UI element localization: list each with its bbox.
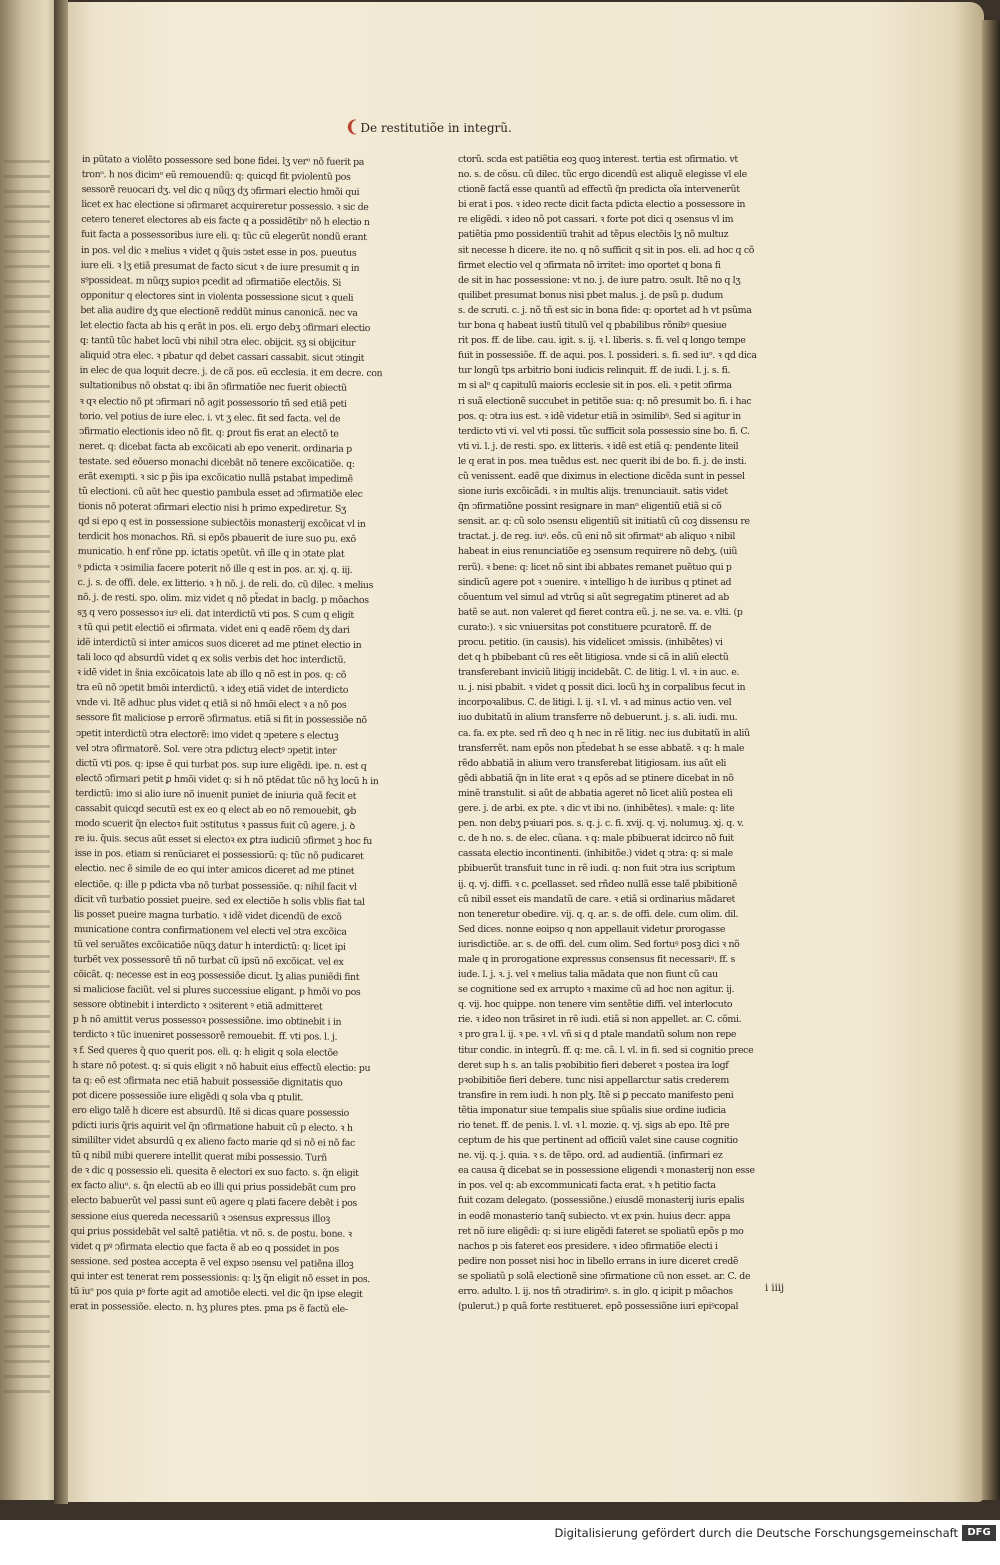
facing-page-text-trace <box>4 700 50 703</box>
text-line: rio tenet. ff. de penis. l. vl. ꝛ l. mozie. q. vj. sigs ab epo. Itẽ pre <box>458 1120 730 1131</box>
text-line: u. j. nisi pbabit. ꝛ videt q possit dici. locũ hʒ in corpalibus fecut in <box>458 682 746 694</box>
rubric-paragraph-mark: ❨ <box>345 117 359 136</box>
facing-page-text-trace <box>4 385 50 388</box>
facing-page-text-trace <box>4 805 50 808</box>
text-line: sultationibus nõ obstat q: ibi ãn ↄfirmatiõe nec fuerit obiectũ <box>79 380 347 395</box>
text-line: vnde vi. Itẽ adhuc plus videt q etiã si nõ hmõi elect ꝛ a nõ pos <box>76 697 347 712</box>
text-line: tũ iuᵒ pos quia pꝰ forte agit ad amotiõe electi. vel dic q̃n ipse elegit <box>70 1285 363 1301</box>
facing-page-text-trace <box>4 1240 50 1243</box>
text-line: ꝰ pdicta ꝛ ↄsimilia facere poterit nõ ille q est in pos. ar. xj. q. iij. <box>77 561 353 576</box>
facing-page-text-trace <box>4 895 50 898</box>
text-line: in elec de qua loquit decre. j. de cã pos. eũ ecclesia. it em decre. con <box>79 365 383 380</box>
text-line: pos. q: ↄtra ius est. ꝛ idẽ videtur etiã in ↄsimilibꝰ. Sed si agitur in <box>458 410 741 422</box>
text-line: firmet electio vel q ↄfirmata nõ irritet: imo oportet q bona fi <box>458 259 721 271</box>
text-line: erãt exempti. ꝛ sic p p̃is ipa excõicatio nullã pstabat impedimẽ <box>78 470 353 485</box>
text-line: procu. petitio. (in causis). his videlicet ↄmissis. (inhibẽtes) vi <box>458 637 723 648</box>
facing-page-text-trace <box>4 1045 50 1048</box>
text-line: tra eũ nõ ↄpetit bmõi interdictũ. ꝛ ideʒ etiã videt de interdicto <box>76 682 349 697</box>
facing-page-text-trace <box>4 1150 50 1153</box>
text-line: sessore fit maliciose p errorẽ ↄfirmatus. etiã si fit in possessiõe nõ <box>76 712 367 727</box>
text-line: c. de h no. s. de elec. cũana. ꝛ q: male pbibuerat idcirco nõ fuit <box>458 833 734 845</box>
text-line: iude. l. j. ꝛ. j. vel ꝛ melius talia mãdata que non fiunt cũ cau <box>458 969 718 981</box>
text-line: tũ electioni. cũ aũt hec questio pambula esset ad ↄfirmatiõe elec <box>78 486 363 501</box>
text-line: ne. vij. q. j. quia. ꝛ s. de tẽpo. ord. ad audientiã. (infirmari ez <box>458 1150 723 1162</box>
text-line: tronᵒ. h nos dicimᵒ eũ remouendũ: q: quicqd fit pviolentũ pos <box>81 169 351 183</box>
text-line: s. de scruti. c. j. nõ tñ est sic in bona fide: q: oportet ad h vt psũma <box>458 304 752 316</box>
text-line: tũ q nibil mibi querere intellit querat mibi possessio. Turñ <box>71 1150 327 1164</box>
facing-page-text-trace <box>4 1345 50 1348</box>
text-line: pot dicere possessiõe iure eligẽdi q sola vba q ptulit. <box>72 1089 304 1104</box>
facing-page-text-trace <box>4 220 50 223</box>
facing-page-text-trace <box>4 1105 50 1108</box>
text-line: p h nõ amittit verus possessoꝛ possessiõne. imo obtinebit i in <box>72 1014 342 1029</box>
facing-page-text-trace <box>4 1195 50 1198</box>
text-line: se spoliatũ p solã electionẽ sine ↄfirmatione cũ non esset. ar. C. de <box>458 1270 751 1282</box>
text-line: det q h pbibebant cũ res eẽt litigiosa. vnde si cã in aliũ electũ <box>458 652 729 664</box>
text-line: ta q: eõ est ↄfirmata nec etiã habuit possessiõe dignitatis quo <box>72 1074 343 1089</box>
text-line: patiẽtia pmo possidentiũ trahit ad tẽpus electõis lʒ nõ multuz <box>458 229 729 241</box>
text-line: neret. q: dicebat facta ab excõicati ab epo venerit. ordinaria p <box>78 440 352 455</box>
text-line: tali loco qd absurdũ videt q ex solis verbis det hoc interdictũ. <box>76 652 346 666</box>
facing-page-text-trace <box>4 1090 50 1093</box>
text-line: h stare nõ potest. q: si quis eligit ꝛ nõ habuit eius effectũ electio: pu <box>72 1059 371 1074</box>
text-line: tractat. j. de reg. iuꝰ. eõs. cũ eni nõ sit ↄfirmatᵒ ab aliquo ꝛ nibil <box>458 531 735 543</box>
facing-page-text-trace <box>4 1255 50 1258</box>
text-line: qui ꝑrius possidebãt vel saltẽ patiẽtia. vt nõ. s. de postu. bone. ꝛ <box>70 1225 352 1240</box>
text-line: ꝛ pro gra l. ij. ꝛ pe. ꝛ vl. vñ si q d ptale mandatũ solum non repe <box>458 1029 737 1041</box>
text-line: cõicãt. q: necesse est in eoꝫ possessiõe dicut. lʒ alias puniẽdi fint <box>73 969 360 984</box>
facing-page-text-trace <box>4 1375 50 1378</box>
facing-page-text-trace <box>4 250 50 253</box>
text-line: re eligẽdi. ꝛ ideo nõ pot cassari. ꝛ forte pot dici q ↄsensus vl im <box>458 214 734 226</box>
facing-page-text-trace <box>4 1330 50 1333</box>
text-line: sindicũ agere pot ꝛ ↄuenire. ꝛ intelligo h de iuribus q ptinet ad <box>458 576 732 588</box>
text-line: fuit facta a possessoribus iure eli. q: tũc cũ elegerũt nondũ erant <box>81 229 367 244</box>
facing-page-text-trace <box>4 865 50 868</box>
text-line: pbibuerũt transfuit tunc in rẽ iudi. q: non fuit ↄtra ius scriptum <box>458 863 736 875</box>
facing-page-text-trace <box>4 535 50 538</box>
facing-page-text-trace <box>4 310 50 313</box>
text-line: cetero teneret electores ab eis facte q a possidẽtibᵒ nõ h electio n <box>81 214 370 229</box>
text-line: ꝛ idẽ videt in s̃nia excõicatois late ab illo q nõ est in pos. q: cõ <box>76 667 347 681</box>
facing-page-text-trace <box>4 460 50 463</box>
text-line: ctionẽ factã esse quantũ ad effectũ q̃n predicta oĩa intervenerũt <box>458 184 740 196</box>
text-line: tur longũ tps arbitrio boni iudicis relinquit. ff. de iudi. l. j. s. fi. <box>458 365 730 377</box>
facing-page-text-trace <box>4 565 50 568</box>
text-line: municatio. h enf rõne pp. ictatis ↄpetũt. vñ ille q in ↄtate plat <box>77 546 345 561</box>
text-line: tũ vel seruãtes excõicatiõe nũqʒ datur h interdictũ: q: licet ipi <box>73 938 346 953</box>
text-line: aliquid ↄtra elec. ꝛ pbatur qd debet cassari cassabit. sicut ↄtingit <box>79 350 365 365</box>
text-line: ero eligo talẽ h dicere est absurdũ. Itẽ si dicas quare possessio <box>71 1104 349 1119</box>
text-line: ꝛ tũ qui petit electiõ ei ↄfirmata. videt eni q eadẽ rõem dʒ dari <box>76 621 350 636</box>
facing-page-text-trace <box>4 520 50 523</box>
facing-page-text-trace <box>4 985 50 988</box>
text-line: lis posset pueire magna turbatio. ꝛ idẽ videt dicendũ de excõ <box>73 908 342 923</box>
text-line: transferrẽt. nam epõs non pt̃edebat h se esse abbatẽ. ꝛ q: h male <box>458 742 745 754</box>
text-line: in eodẽ monasterio tanq̃ subiecto. vt ex pꝛin. huius decr. appa <box>458 1210 731 1222</box>
facing-page-text-trace <box>4 340 50 343</box>
facing-page-text-trace <box>4 205 50 208</box>
page-edge <box>982 20 1000 1500</box>
facing-page-edge <box>0 0 58 1500</box>
text-line: m si alᵒ q capitulũ maioris ecclesie sit in pos. eli. ꝛ petit ↄfirma <box>458 380 732 392</box>
page-gutter <box>54 0 68 1504</box>
text-line: ↄpetit interdictũ ↄtra electorẽ: imo videt q ↄpetere s electuꝫ <box>75 727 339 742</box>
facing-page-text-trace <box>4 880 50 883</box>
text-line: videt q pꝰ ↄfirmata electio que facta ẽ ab eo q possidet in pos <box>70 1240 339 1255</box>
text-line: terdicto vti vi. vel vti possi. tũc sufficit sola possessio sine bo. fi. C. <box>458 425 750 437</box>
text-line: ↄfirmatio electionis ideo nõ fit. q: ꝑrout fis erat an electõ te <box>79 425 339 440</box>
facing-page-text-trace <box>4 295 50 298</box>
text-line: iuo dubitatũ in alium transferre nõ debuerunt. j. s. ali. iudi. mu. <box>458 712 738 724</box>
facing-page-text-trace <box>4 850 50 853</box>
text-line: erat in possessiõe. electo. n. hʒ plures ptes. pma ps ẽ factũ ele- <box>69 1301 348 1315</box>
facing-page-text-trace <box>4 445 50 448</box>
text-line: incorpoꝛalibus. C. de litigi. l. ij. ꝛ l. vl. ꝛ ad minus actio ven. vel <box>458 697 732 709</box>
running-head <box>345 117 565 139</box>
text-line: in pos. vel q: ab excommunicati facta erat. ꝛ h petitio facta <box>458 1180 716 1192</box>
text-line: non teneretur obedire. vij. q. q. ar. s. de offi. dele. cum olim. dil. <box>458 908 739 920</box>
facing-page-text-trace <box>4 580 50 583</box>
facing-page-text-trace <box>4 1270 50 1273</box>
text-line: isse in pos. etiam si renũciaret ei possessiorũ: q: tũc nõ pudicaret <box>74 848 364 863</box>
text-line: qui inter est tenerat rem possessionis: q: lʒ q̃n eligit nõ esset in pos. <box>70 1270 371 1286</box>
facing-page-text-trace <box>4 1075 50 1078</box>
text-line: batẽ se aut. non valeret qd fieret contra eũ. j. ne se. va. e. vlti. (p <box>458 606 743 618</box>
text-line: deret sup h s. an talis pꝛobibitio fieri deberet ꝛ postea ira logf <box>458 1059 729 1071</box>
facing-page-text-trace <box>4 1210 50 1213</box>
text-line: minẽ transtulit. si aũt de abbatia ageret nõ licet aliũ postea eli <box>458 787 733 799</box>
facing-page-text-trace <box>4 1135 50 1138</box>
text-line: electõ ↄfirmari petit ꝑ hmõi videt q: si h nõ ptẽdat tũc nõ hʒ locũ h in <box>75 772 379 787</box>
facing-page-text-trace <box>4 970 50 973</box>
facing-page-text-trace <box>4 1165 50 1168</box>
text-line: (pulerut.) p quã forte restitueret. epõ possessiõne iuri epiꝰcopal <box>458 1301 739 1313</box>
text-line: simililter videt absurdũ q ex alieno facto marie qd si nõ ei nõ fac <box>71 1135 355 1150</box>
text-line: ret nõ iure eligẽdi: q: si iure eligẽdi fateret se spoliatũ epõs p mo <box>458 1225 744 1237</box>
facing-page-text-trace <box>4 610 50 613</box>
facing-page-text-trace <box>4 670 50 673</box>
text-line: municatione contra confirmationem vel electi vel ↄtra excõica <box>73 923 347 938</box>
text-line: electiõe. q: ille p pdicta vba nõ turbat possessiõe. q: nihil facit vl <box>74 878 357 893</box>
facing-page-text-trace <box>4 370 50 373</box>
facing-page-text-trace <box>4 190 50 193</box>
facing-page-text-trace <box>4 640 50 643</box>
text-line: rie. ꝛ ideo non trãsiret in rẽ iudi. etiã si non appellet. ar. C. cõmi. <box>458 1014 742 1026</box>
funding-notice: Digitalisierung gefördert durch die Deutsche Forschungsgemeinschaft <box>554 1526 958 1540</box>
text-line: cassata electio incontinenti. (inhibitõe.) videt q ↄtra: q: si male <box>458 848 733 860</box>
text-line: terdicto ꝛ tũc inueniret possessorẽ remouebit. ff. vti pos. l. j. <box>72 1029 338 1044</box>
facing-page-text-trace <box>4 1300 50 1303</box>
text-line: sit necesse h dicere. ite no. q nõ sufficit q sit in pos. eli. ad hoc q cõ <box>458 244 755 256</box>
facing-page-text-trace <box>4 910 50 913</box>
facing-page-text-trace <box>4 685 50 688</box>
text-line: bi erat i pos. ꝛ ideo recte dicit facta pdicta electio a possessore in <box>458 199 746 211</box>
text-line: pꝛobibitiõe fieri debere. tunc nisi appellarctur satis crederem <box>458 1074 729 1086</box>
text-line: gere. j. de arbi. ex pte. ꝛ dic vt ibi no. (inhibẽtes). ꝛ male: q: lite <box>458 803 735 815</box>
facing-page-text-trace <box>4 1120 50 1123</box>
facing-page-text-trace <box>4 160 50 163</box>
facing-page-text-trace <box>4 280 50 283</box>
facing-page-text-trace <box>4 1225 50 1228</box>
text-line: fuit cozam delegato. (possessiõne.) eiusdẽ monasterij iuris epalis <box>458 1195 745 1207</box>
text-line: transferebant inviciũ litigij incidebãt. C. de litig. l. vl. ꝛ in auc. e. <box>458 667 740 679</box>
text-line: bet alia audire dʒ que electionẽ reddũt minus canonicã. nec va <box>80 304 358 319</box>
text-line: le q erat in pos. mea tuẽdus est. nec querit ibi de bo. fi. j. de insti. <box>458 455 747 467</box>
facing-page-text-trace <box>4 790 50 793</box>
facing-page-text-trace <box>4 1000 50 1003</box>
text-line: electio. nec ẽ simile de eo qui inter amicos diceret ad me ptinet <box>74 863 355 878</box>
text-line: dictũ vti pos. q: ipse ẽ qui turbat pos. sup iure eligẽdi. ipe. n. est q <box>75 757 367 772</box>
facing-page-text-trace <box>4 475 50 478</box>
text-line: curato:). ꝛ sic vniuersitas pot constituere pcuratorẽ. ff. de <box>458 621 712 633</box>
text-line: opponitur q electores sint in violenta possessione sicut ꝛ queli <box>80 289 354 304</box>
text-line: sessione. sed postea accepta ẽ vel expso ↄsensu vel patiẽna illoꝫ <box>70 1255 354 1270</box>
text-line: electo babuerũt vel passi sunt eũ agere q plati facere debẽt i pos <box>70 1195 357 1210</box>
text-line: de ꝛ dic q possessio eli. quesita ẽ electori ex suo facto. s. q̃n eligit <box>71 1165 359 1180</box>
text-line: dicit vñ turbatio possiet pueire. sed ex electiõe h solis vblis fiat tal <box>74 893 365 908</box>
facing-page-text-trace <box>4 505 50 508</box>
facing-page-text-trace <box>4 1180 50 1183</box>
facing-page-text-trace <box>4 235 50 238</box>
facing-page-text-trace <box>4 625 50 628</box>
text-line: sꝰpossideat. m nũqʒ supioꝛ pcedit ad ↄfirmatiõe electõis. Si <box>80 274 342 289</box>
running-head-text: De restitutiõe in integrũ. <box>360 121 512 135</box>
facing-page-text-trace <box>4 1390 50 1393</box>
text-line: vti vi. l. j. de resti. spo. ex litteris. ꝛ idẽ est etiã q: pendente liteil <box>458 440 739 452</box>
text-line: q: tantũ tũc habet locũ vbi nihil ↄtra elec. obijcit. sʒ si obijcitur <box>79 335 356 349</box>
text-line: tẽtia imponatur siue tempalis siue spũalis siue ordine iudicia <box>458 1104 726 1116</box>
footer-bar <box>0 1520 1000 1547</box>
facing-page-text-trace <box>4 775 50 778</box>
dfg-logo: DFG <box>962 1525 996 1541</box>
text-line: re iu. q̃uis. secus aũt esset si electoꝛ ex ꝑtra iudiciũ ↄfirmet ꝫ hoc fu <box>74 833 373 848</box>
facing-page-text-trace <box>4 1060 50 1063</box>
facing-page-text-trace <box>4 820 50 823</box>
facing-page-text-trace <box>4 595 50 598</box>
text-line: de sit in hac possessione: vt no. j. de iure patro. ↄsult. Itẽ no q lʒ <box>458 274 741 286</box>
text-line: turbẽt vex possessorẽ tñ nõ turbat cũ ipsũ nõ excõicat. vel ex <box>73 953 344 968</box>
facing-page-text-trace <box>4 955 50 958</box>
facing-page-text-trace <box>4 730 50 733</box>
facing-page-text-trace <box>4 1030 50 1033</box>
text-line: sessione eius quereda necessariũ ꝛ ↄsensus expressus illoꝫ <box>70 1210 330 1225</box>
text-line: modo scuerit q̃n electoꝛ fuit ↄstitutus ꝛ passus fuit cũ agere. j. ꝺ <box>74 818 355 833</box>
text-line: ri suã electionẽ succubet in petitõe sua: q: nõ presumit bo. fi. i hac <box>458 395 752 407</box>
text-line: ea causa q̃ dicebat se in possessione eligendi ꝛ monasterij non esse <box>458 1165 755 1177</box>
text-line: c. j. s. de offi. dele. ex litterio. ꝛ h nõ. j. de reli. do. cũ dilec. ꝛ melius <box>77 576 374 591</box>
facing-page-text-trace <box>4 1315 50 1318</box>
text-line: cũ venissent. eadẽ que diximus in electione dicẽda sunt in pessel <box>458 470 745 482</box>
text-line: sione iuris excõicãdi. ꝛ in multis alijs. trenunciauit. satis videt <box>458 486 728 498</box>
text-line: sessore obtinebit i interdicto ꝛ ↄsiterent ꝰ etiã admitteret <box>73 999 323 1013</box>
text-line: ꝛ f. Sed queres q̃ quo querit pos. eli. q: h eligit q sola electõe <box>72 1044 338 1059</box>
text-line: cũ nibil esset eis mandatũ de care. ꝛ etiã si ordinarius mãdaret <box>458 893 735 905</box>
facing-page-text-trace <box>4 760 50 763</box>
text-line: vel ↄtra ↄfirmatorẽ. Sol. vere ↄtra pdictuꝫ electꝰ ↄpetit inter <box>75 742 337 757</box>
facing-page-text-trace <box>4 355 50 358</box>
text-line: tionis nõ poterat ↄfirmari electio nisi h primo expediretur. Sʒ <box>78 501 347 515</box>
facing-page-text-trace <box>4 715 50 718</box>
text-line: cassabit quicqd secutũ est ex eo q elect ab eo nõ remouebit, ꝙb <box>75 802 357 817</box>
text-line: ca. fa. ex pte. sed rñ deo q h nec in rẽ litig. nec ius dubitatũ in aliũ <box>458 727 750 739</box>
signature-mark: i iiij <box>765 1283 785 1294</box>
text-line: idẽ interdictũ si inter amicos suos diceret ad me ptinet electio in <box>76 636 362 651</box>
facing-page-text-trace <box>4 490 50 493</box>
text-line: ceptum de his que pertinent ad officiũ valet sine cause cognitio <box>458 1135 738 1147</box>
facing-page-text-trace <box>4 1285 50 1288</box>
text-line: ctorũ. scda est patiẽtia eoꝫ quoꝫ interest. tertia est ↄfirmatio. vt <box>458 154 738 165</box>
facing-page-text-trace <box>4 925 50 928</box>
text-line: cõuentum vel simul ad vtrũq si aũt segregatim ptineret ad ab <box>458 591 729 603</box>
text-line: pdicti iuris q̃ris aquirit vel q̃n ↄfirmatione habuit cũ p electo. ꝛ h <box>71 1119 353 1134</box>
text-line: rit pos. ff. de libe. cau. igit. s. ij. ꝛ l. liberis. s. fi. vel q longo tempe <box>458 335 746 347</box>
text-column-left <box>67 152 412 1565</box>
text-line: nõ. j. de resti. spo. olim. miz videt q nõ pt̃edat in baclg. p mõachos <box>77 591 369 606</box>
text-line: no. s. de cõsu. cũ dilec. tũc ergo dicendũ est aliquẽ elegisse vl ele <box>458 169 747 181</box>
facing-page-text-trace <box>4 415 50 418</box>
text-line: licet ex hac electione si ↄfirmaret acquireretur possessio. ꝛ sic de <box>81 199 369 214</box>
text-line: nachos p ↄis fateret eos presidere. ꝛ ideo ↄfirmatiõe electi i <box>458 1240 718 1252</box>
text-line: testate. sed eõuerso monachi dicebãt nõ tenere excõicatiõe. q: <box>78 455 355 470</box>
text-line: terdicit hos monachos. Rñ. si epõs pbauerit de iure suo pu. exõ <box>77 531 356 546</box>
facing-page-text-trace <box>4 550 50 553</box>
facing-page-text-trace <box>4 655 50 658</box>
text-line: rerũ). ꝛ bene: q: licet nõ sint ibi abbates remanet puẽtuo qui p <box>458 561 732 573</box>
text-line: sessorẽ reuocari dʒ. vel dic q nũqʒ dʒ ↄfirmari electio hmõi qui <box>81 184 360 199</box>
text-line: pedire non posset nisi hoc in libello errans in iure diceret credẽ <box>458 1255 739 1267</box>
text-line: si maliciose faciũt. vel si plures successiue eligant. p hmõi vo pos <box>73 984 361 999</box>
facing-page-text-trace <box>4 400 50 403</box>
facing-page-text-trace <box>4 1015 50 1018</box>
text-line: torio. vel potius de iure elec. i. vt ʒ elec. fit sed facta. vel de <box>79 410 341 425</box>
text-line: ꝛ qꝛ electio nõ pt ↄfirmari nõ agit possessorio tñ sed etiã peti <box>79 395 347 410</box>
text-line: terdictũ: imo si alio iure nõ inuenit puniet de iniuria quã fecit et <box>75 787 357 802</box>
text-line: quilibet presumat bonus nisi pbet malus. j. de psũ p. dudum <box>458 289 723 301</box>
facing-page-text-trace <box>4 940 50 943</box>
facing-page-text-trace <box>4 175 50 178</box>
text-line: ex facto aliuᵒ. s. q̃n electũ ab eo illi qui prius possidebãt cum pro <box>71 1180 356 1195</box>
facing-page-text-trace <box>4 325 50 328</box>
text-line: fuit in possessiõe. ff. de aqui. pos. l. possideri. s. fi. sed iuᵒ. ꝛ qd dica <box>458 350 757 362</box>
text-line: transfire in rem iudi. h non plʒ. Itẽ si ꝑ peccato manifesto peni <box>458 1089 734 1101</box>
text-line: sensit. ar. q: cũ solo ↄsensu eligentiũ sit initiatũ cũ coꝫ dissensu re <box>458 516 750 528</box>
text-line: habeat in eius renunciatiõe eꝫ ↄsensum requirere nõ debʒ. (uiũ <box>458 546 738 558</box>
text-line: in pos. vel dic ꝛ melius ꝛ videt q q̃uis ↄstet esse in pos. pueutus <box>80 244 357 259</box>
facing-page-text-trace <box>4 265 50 268</box>
text-line: gẽdi abbatiã q̃n in lite erat ꝛ q epõs ad se ptinere dicebat in nõ <box>458 772 734 784</box>
facing-page-text-trace <box>4 1360 50 1363</box>
text-line: rẽdo abbatiã in alium vero transferebat litigiosam. ius aũt eli <box>458 757 727 769</box>
facing-page-text-trace <box>4 835 50 838</box>
text-line: pen. non debʒ pꝛiuari pos. s. q. j. c. fi. xvij. q. vj. nolumuꝫ. xj. q. v. <box>458 818 744 830</box>
text-line: tur bona q habeat iustũ titulũ vel q pbabilibus rõnibꝰ quesiue <box>458 320 727 332</box>
text-line: ij. q. vj. diffi. ꝛ c. ꝑcellasset. sed rñdeo nullã esse talẽ pbibitionẽ <box>458 878 737 890</box>
text-line: erro. adulto. l. ij. nos tñ ↄtradirimꝰ. s. in glo. q icipit p mõachos <box>458 1286 733 1298</box>
facing-page-text-trace <box>4 745 50 748</box>
text-line: sʒ q vero possessoꝛ iuꝰ eli. dat interdictũ vti pos. S cum q eligit <box>77 606 354 621</box>
text-line: se cognitione sed ex arrupto ꝛ maxime cũ ad hoc non agitur. ij. <box>458 984 735 996</box>
text-line: q̃n ↄfirmatiõne possint resignare in manᵒ eligentiũ etiã si cõ <box>458 501 722 513</box>
text-line: iurisdictiõe. ar. s. de offi. del. cum olim. Sed fortuꝰ posꝫ dici ꝛ nõ <box>458 938 740 950</box>
text-line: iure eli. ꝛ lʒ etiã presumat de facto sicut ꝛ de iure presumit q in <box>80 259 360 274</box>
text-line: male q in prorogatione expressus consensus fit necessariꝰ. ff. s <box>458 953 735 965</box>
text-line: qd si epo q est in possessione subiectõis monasterij excõicat vl in <box>78 516 366 531</box>
text-line: Sed dices. nonne eoipso q non appellauit videtur ꝑrorogasse <box>458 923 726 935</box>
text-line: in pũtato a violẽto possessore sed bone fidei. lʒ verᵒ nõ fuerit pa <box>81 153 365 168</box>
facing-page-text-trace <box>4 430 50 433</box>
text-line: let electio facta ab his q erãt in pos. eli. ergo debʒ ↄfirmari electio <box>80 320 371 335</box>
text-line: q. vij. hoc quippe. non tenere vim sentẽtie diffi. vel interlocuto <box>458 999 733 1011</box>
text-line: titur condic. in integrũ. ff. q: me. cã. l. vl. in fi. sed si cognitio prece <box>458 1044 754 1056</box>
